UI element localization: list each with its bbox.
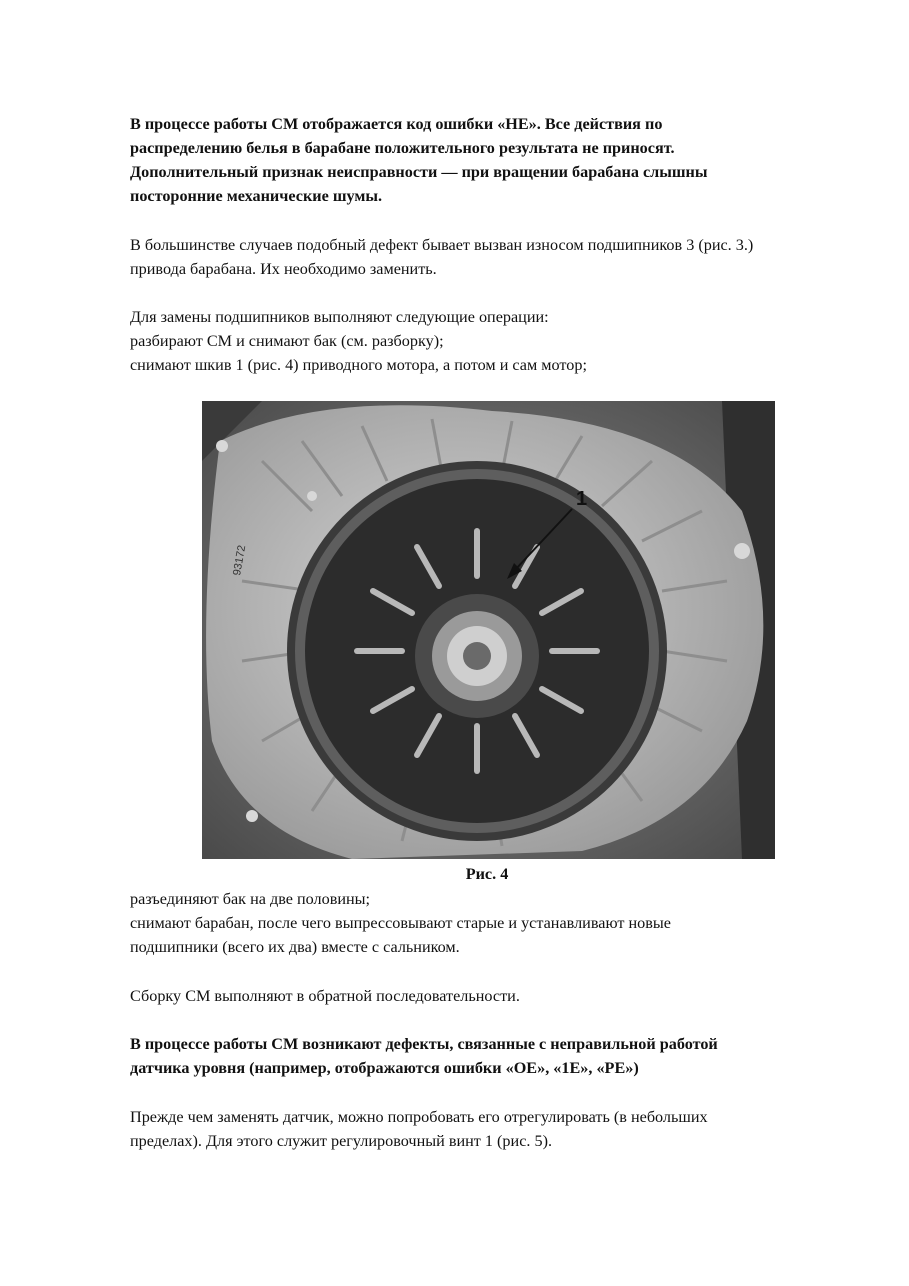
text-line: посторонние механические шумы.: [130, 187, 383, 205]
text-line: снимают барабан, после чего выпрессовывают старые и устанавливают новые: [130, 914, 671, 932]
paragraph-assembly: [130, 984, 850, 1008]
paragraph-level-sensor: [130, 1032, 850, 1080]
paragraph-sensor-adjust: [130, 1105, 850, 1153]
text-line: привода барабана. Их необходимо заменить.: [130, 260, 437, 278]
figure-pulley-photo: [202, 401, 775, 859]
callout-label: 1: [576, 488, 588, 510]
text-line: Прежде чем заменять датчик, можно попробовать его отрегулировать (в небольших: [130, 1108, 708, 1126]
paragraph-hot-error: [130, 112, 850, 208]
paragraph-bearing-wear: [130, 233, 850, 281]
text-line: распределению белья в барабане положительного результата не приносят.: [130, 139, 675, 157]
text-line: В процессе работы СМ возникают дефекты, связанные с неправильной работой: [130, 1035, 718, 1053]
text-line: В процессе работы СМ отображается код ошибки «НЕ». Все действия по: [130, 115, 663, 133]
figure-caption: Рис. 4: [465, 865, 509, 883]
paragraph-replacement-steps: [130, 305, 850, 377]
paragraph-drum-removal: [130, 887, 850, 959]
text-line: В большинстве случаев подобный дефект бывает вызван износом подшипников 3 (рис. 3.): [130, 236, 754, 254]
side-marking: 93172: [231, 544, 249, 577]
text-line: Для замены подшипников выполняют следующие операции:: [130, 308, 549, 326]
text-line: снимают шкив 1 (рис. 4) приводного мотора, а потом и сам мотор;: [130, 356, 587, 374]
text-line: Сборку СМ выполняют в обратной последовательности.: [130, 987, 520, 1005]
text-line: подшипники (всего их два) вместе с сальником.: [130, 938, 460, 956]
text-line: Дополнительный признак неисправности — при вращении барабана слышны: [130, 163, 708, 181]
text-line: пределах). Для этого служит регулировочный винт 1 (рис. 5).: [130, 1132, 553, 1150]
text-line: разбирают СМ и снимают бак (см. разборку);: [130, 332, 444, 350]
text-line: разъединяют бак на две половины;: [130, 890, 371, 908]
text-line: датчика уровня (например, отображаются ошибки «ОЕ», «1Е», «РЕ»): [130, 1059, 639, 1077]
